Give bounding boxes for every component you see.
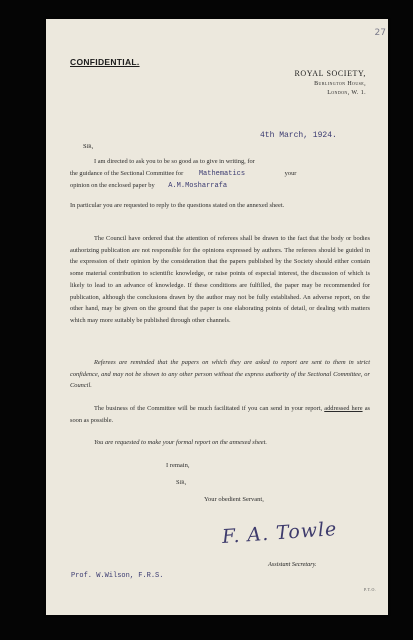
paragraph-formal-report: You are requested to make your formal report on the annexed sheet. — [94, 439, 267, 446]
signatory-title: Assistant Secretary. — [268, 561, 317, 568]
address-line-1: Burlington House, — [314, 81, 366, 87]
committee-name: Mathematics — [198, 169, 246, 178]
signature: F. A. Towle — [221, 518, 338, 548]
paragraph-confidentiality: Referees are reminded that the papers on which they are asked to report are sent to them in strict confidence, and may not be shown to any other person without the express authority of the Sectional Committee, or Council. — [70, 359, 370, 390]
paper-author: A.M.Mosharrafa — [168, 182, 228, 191]
closing-sir: Sir, — [176, 479, 187, 486]
confidential-heading: CONFIDENTIAL. — [70, 57, 140, 67]
address-org: ROYAL SOCIETY, — [294, 69, 366, 78]
request-line-2 — [70, 168, 370, 181]
letter-page — [46, 19, 388, 615]
paragraph-request — [70, 156, 370, 193]
request-line-2-end: your — [284, 169, 297, 177]
sender-address — [294, 69, 366, 96]
letter-date: 4th March, 1924. — [260, 131, 337, 140]
salutation: Sir, — [83, 143, 94, 150]
request-line-3-start: opinion on the enclosed paper by — [70, 182, 155, 190]
address-line-2: London, W. 1. — [327, 90, 366, 96]
closing-remain: I remain, — [166, 462, 190, 469]
recipient-name: Prof. W.Wilson, F.R.S. — [71, 572, 164, 580]
paragraph-business — [70, 403, 370, 426]
request-line-3 — [70, 180, 370, 193]
please-turn-over: P.T.O. — [364, 587, 377, 592]
paragraph-council-instructions: The Council have ordered that the attention of referees shall be drawn to the fact that the body or bodies authorizing publication are not responsible for the opinions expressed by authors. The referees should be guided in the expression of their opinion by the consideration that the papers published by the Society should either contain some material contribution to scientific knowledge, or raise points of especial interest, the discussion of which is likely to lead to an advance of knowledge. If these conditions are fulfilled, the paper may be recommended for publication, although the conclusions drawn by the author may not be fully established. An adverse report, on the other hand, may be given on the ground that the paper is one elaborating points of detail, or dealing with matters which may more suitably be published through other channels. — [70, 235, 370, 324]
addressed-here: addressed here — [324, 405, 363, 412]
request-line-2-start: the guidance of the Sectional Committee for — [70, 169, 184, 177]
business-text-end: as soon as possible. — [70, 405, 371, 424]
request-line-1: I am directed to ask you to be so good as to give in writing, for — [94, 158, 255, 165]
archive-number: 27 — [374, 28, 386, 38]
business-text: The business of the Committee will be much facilitated if you can send in your report, — [94, 405, 323, 412]
closing-servant: Your obedient Servant, — [204, 496, 264, 503]
paragraph-annexed-questions: In particular you are requested to reply to the questions stated on the annexed sheet. — [70, 202, 285, 209]
